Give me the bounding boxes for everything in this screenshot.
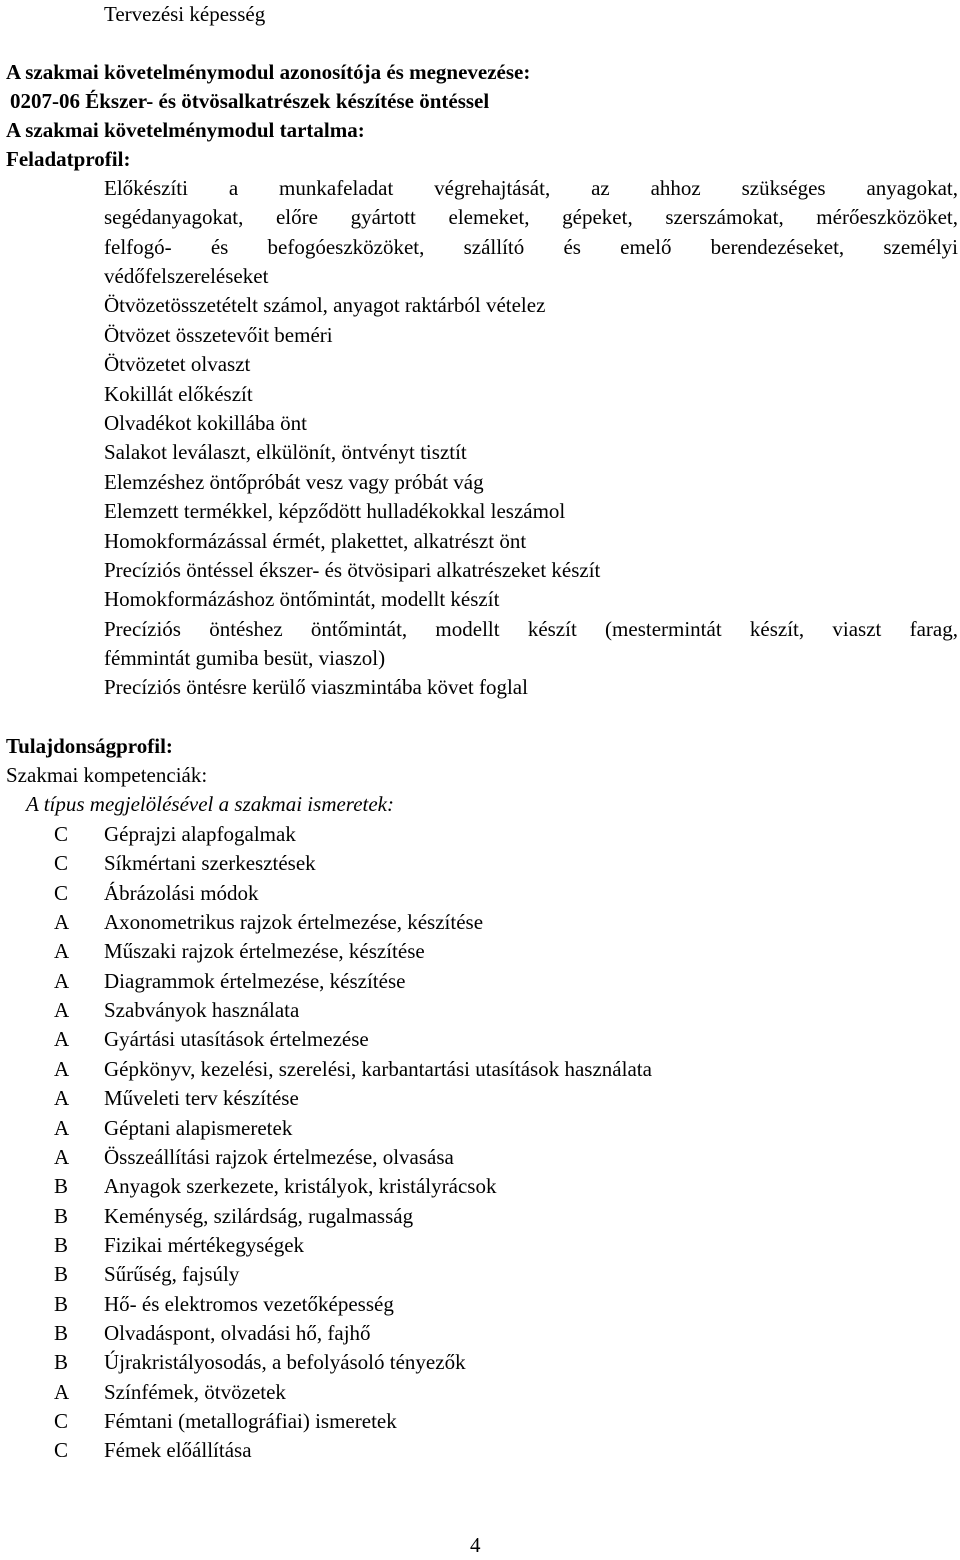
task-item: védőfelszereléseket bbox=[104, 264, 269, 288]
competency-text: Síkmértani szerkesztések bbox=[104, 851, 316, 876]
competency-row bbox=[0, 937, 960, 966]
competency-type: B bbox=[54, 1232, 69, 1257]
competency-text: Fémtani (metallográfiai) ismeretek bbox=[104, 1409, 397, 1433]
competency-type: C bbox=[54, 851, 69, 876]
competency-type: A bbox=[54, 1027, 70, 1052]
task-item: Kokillát előkészít bbox=[104, 382, 253, 406]
competency-text: Újrakristályosodás, a befolyásoló tényezők bbox=[104, 1350, 466, 1375]
competency-row bbox=[0, 1260, 960, 1289]
task-item: Elemzett termékkel, képződött hulladékokkal leszámol bbox=[104, 499, 566, 523]
competency-text: Géprajzi alapfogalmak bbox=[104, 822, 296, 846]
competency-type: C bbox=[54, 880, 69, 905]
competency-row bbox=[0, 849, 960, 878]
competency-text: Gépkönyv, kezelési, szerelési, karbantartási utasítások használata bbox=[104, 1056, 652, 1081]
module-id-value: 0207-06 Ékszer- és ötvösalkatrészek készítése öntéssel bbox=[10, 89, 490, 113]
competency-text: Axonometrikus rajzok értelmezése, készítése bbox=[104, 910, 484, 935]
competency-type: B bbox=[54, 1350, 69, 1375]
competency-text: Szabványok használata bbox=[104, 998, 300, 1023]
competency-row bbox=[0, 820, 960, 849]
competency-row bbox=[0, 967, 960, 996]
type-note: A típus megjelölésével a szakmai ismeretek: bbox=[26, 792, 394, 816]
competency-text: Sűrűség, fajsúly bbox=[104, 1262, 240, 1287]
competency-type: A bbox=[54, 939, 70, 964]
competency-row bbox=[0, 1172, 960, 1201]
task-item: Salakot leválaszt, elkülönít, öntvényt tisztít bbox=[104, 440, 467, 464]
competency-row bbox=[0, 1202, 960, 1231]
competency-row bbox=[0, 1231, 960, 1260]
competency-type: C bbox=[54, 822, 69, 846]
competency-row bbox=[0, 1025, 960, 1054]
task-item: segédanyagokat, előre gyártott elemeket, gépeket, szerszámokat, mérőeszközöket, bbox=[104, 205, 958, 229]
task-item: Precíziós öntéshez öntőmintát, modellt készít (mestermintát készít, viaszt farag, bbox=[104, 617, 958, 641]
section-title: Tervezési képesség bbox=[104, 2, 266, 26]
competency-text: Diagrammok értelmezése, készítése bbox=[104, 968, 406, 993]
competency-row bbox=[0, 1436, 960, 1465]
competency-row bbox=[0, 1378, 960, 1407]
competency-text: Keménység, szilárdság, rugalmasság bbox=[104, 1203, 414, 1228]
page-number: 4 bbox=[470, 1533, 481, 1557]
competency-text: Fémek előállítása bbox=[104, 1438, 252, 1463]
competency-type: C bbox=[54, 1438, 69, 1463]
task-item: Precíziós öntésre kerülő viaszmintába követ foglal bbox=[104, 675, 528, 699]
task-item: Ötvözetet olvaszt bbox=[104, 352, 251, 376]
competency-row bbox=[0, 1084, 960, 1113]
task-profile-heading: Feladatprofil: bbox=[6, 147, 131, 171]
competency-text: Gyártási utasítások értelmezése bbox=[104, 1027, 369, 1052]
competency-type: B bbox=[54, 1291, 69, 1316]
competency-type: B bbox=[54, 1203, 69, 1228]
competency-row bbox=[0, 1290, 960, 1319]
competency-text: Műszaki rajzok értelmezése, készítése bbox=[104, 939, 425, 964]
competency-type: A bbox=[54, 968, 70, 993]
competency-type: A bbox=[54, 1379, 70, 1404]
task-item: Elemzéshez öntőpróbát vesz vagy próbát vág bbox=[104, 470, 484, 494]
task-item: felfogó- és befogóeszközöket, szállító és emelő berendezéseket, személyi bbox=[104, 235, 958, 259]
task-item: Ötvözetösszetételt számol, anyagot raktárból vételez bbox=[104, 293, 546, 317]
module-id-heading: A szakmai követelménymodul azonosítója és megnevezése: bbox=[6, 60, 531, 84]
task-item: Homokformázással érmét, plakettet, alkatrészt önt bbox=[104, 529, 527, 553]
competency-text: Színfémek, ötvözetek bbox=[104, 1379, 286, 1404]
competency-row bbox=[0, 1143, 960, 1172]
competency-text: Olvadáspont, olvadási hő, fajhő bbox=[104, 1320, 371, 1345]
competency-type: C bbox=[54, 1409, 69, 1433]
competency-type: B bbox=[54, 1262, 69, 1287]
competency-type: B bbox=[54, 1320, 69, 1345]
competency-text: Műveleti terv készítése bbox=[104, 1086, 299, 1111]
property-profile-heading: Tulajdonságprofil: bbox=[6, 734, 173, 758]
competency-type: A bbox=[54, 1086, 70, 1111]
competency-row bbox=[0, 1114, 960, 1143]
competency-row bbox=[0, 1348, 960, 1377]
task-item: Ötvözet összetevőit beméri bbox=[104, 323, 333, 347]
competency-row bbox=[0, 1319, 960, 1348]
task-item: fémmintát gumiba besüt, viaszol) bbox=[104, 646, 386, 670]
competency-type: A bbox=[54, 998, 70, 1023]
competency-text: Összeállítási rajzok értelmezése, olvasása bbox=[104, 1144, 454, 1169]
module-content-heading: A szakmai követelménymodul tartalma: bbox=[6, 118, 365, 142]
competencies-subheading: Szakmai kompetenciák: bbox=[6, 763, 208, 787]
competency-text: Fizikai mértékegységek bbox=[104, 1232, 305, 1257]
competency-text: Géptani alapismeretek bbox=[104, 1115, 293, 1140]
competency-row bbox=[0, 1055, 960, 1084]
task-item: Precíziós öntéssel ékszer- és ötvösipari alkatrészeket készít bbox=[104, 558, 601, 582]
competency-text: Ábrázolási módok bbox=[104, 880, 259, 905]
task-item: Előkészíti a munkafeladat végrehajtását, az ahhoz szükséges anyagokat, bbox=[104, 176, 958, 200]
competency-row bbox=[0, 908, 960, 937]
competency-type: B bbox=[54, 1174, 69, 1199]
competency-row bbox=[0, 879, 960, 908]
competency-text: Anyagok szerkezete, kristályok, kristályrácsok bbox=[104, 1174, 497, 1199]
task-item: Olvadékot kokillába önt bbox=[104, 411, 307, 435]
competency-row bbox=[0, 1407, 960, 1436]
competency-type: A bbox=[54, 1115, 70, 1140]
competency-text: Hő- és elektromos vezetőképesség bbox=[104, 1291, 394, 1316]
competency-row bbox=[0, 996, 960, 1025]
competency-type: A bbox=[54, 1056, 70, 1081]
competency-type: A bbox=[54, 910, 70, 935]
competency-type: A bbox=[54, 1144, 70, 1169]
task-item: Homokformázáshoz öntőmintát, modellt készít bbox=[104, 587, 500, 611]
